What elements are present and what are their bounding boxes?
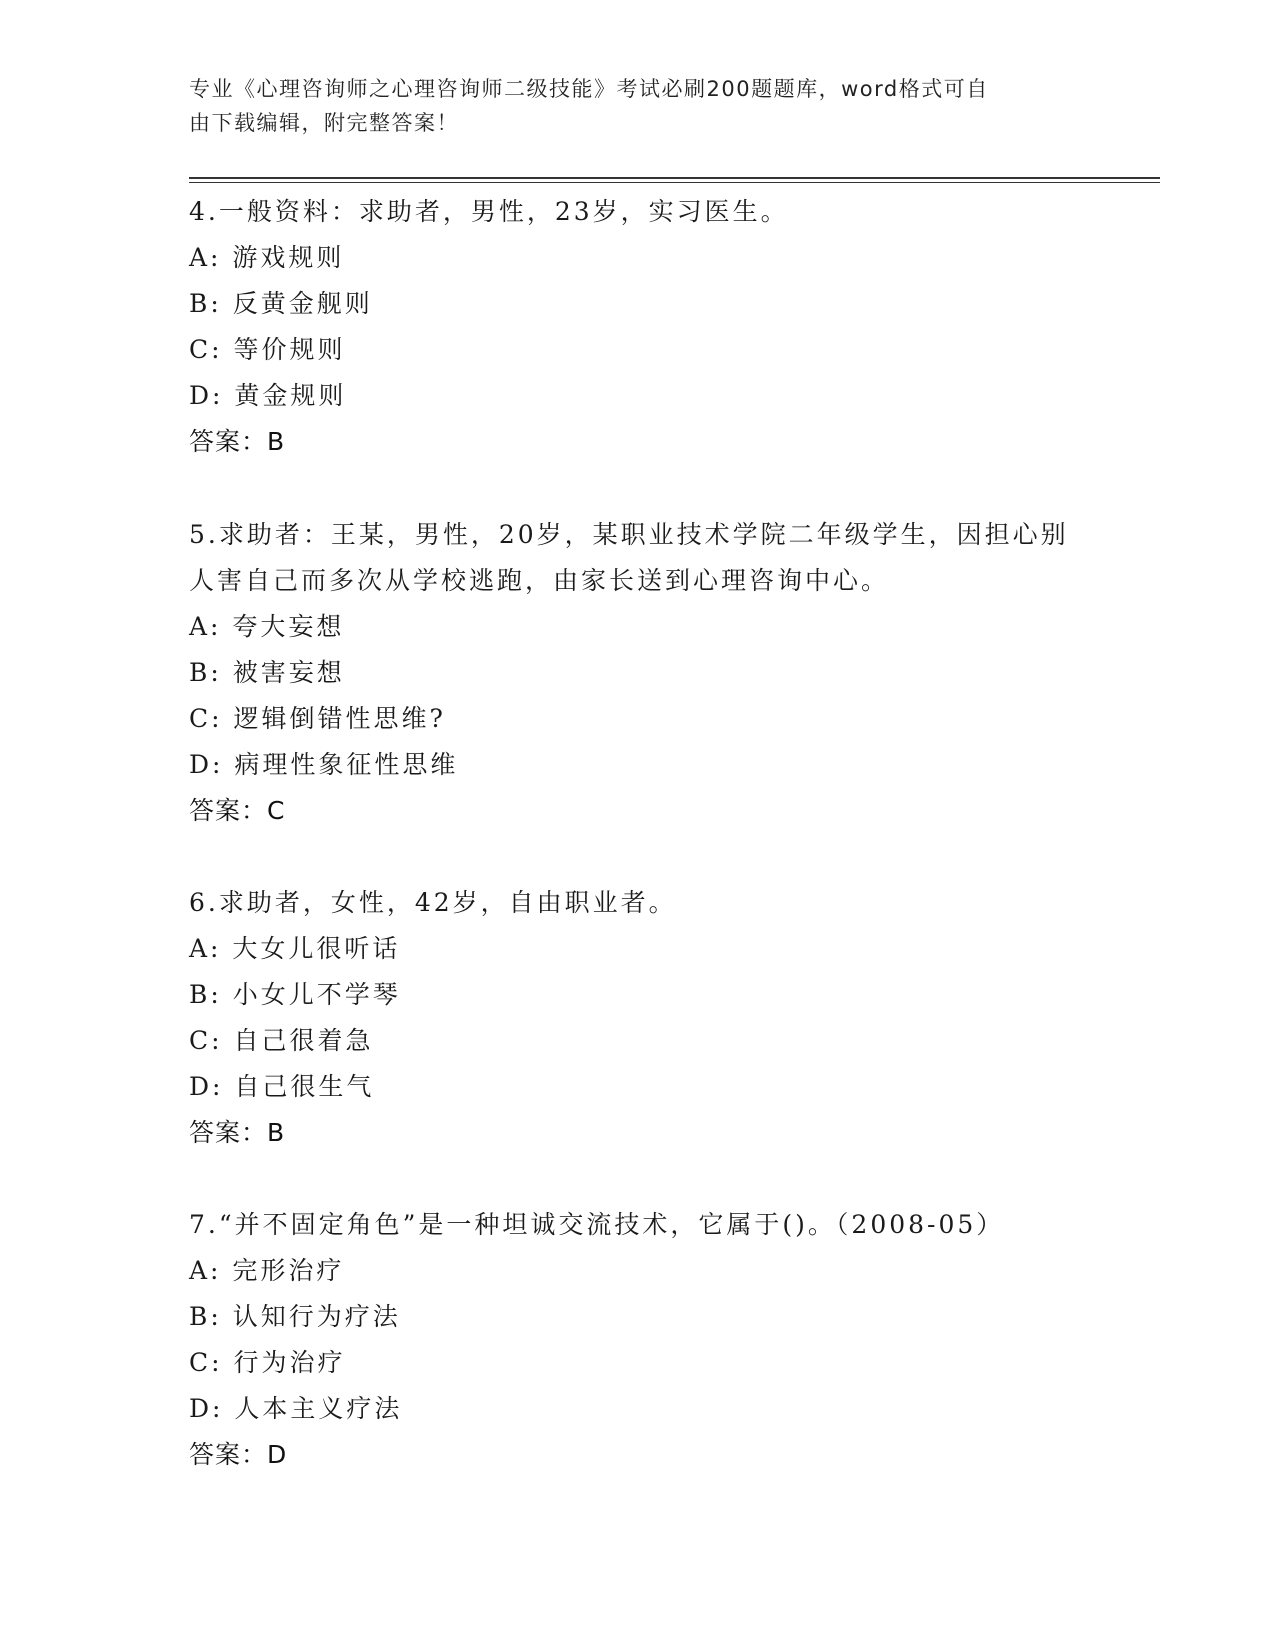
- answer-line: 答案：B: [189, 1118, 286, 1147]
- question-6: [189, 880, 1089, 1156]
- question-4: [189, 189, 1089, 465]
- answer-line: 答案：B: [189, 427, 286, 456]
- option-b: B: 小女儿不学琴: [189, 980, 401, 1009]
- question-stem: 6.求助者，女性，42岁，自由职业者。: [189, 888, 677, 917]
- option-b: B: 反黄金舰则: [189, 289, 373, 318]
- option-d: D: 人本主义疗法: [189, 1394, 403, 1423]
- option-a: A: 夸大妄想: [189, 612, 345, 641]
- option-c: C: 行为治疗: [189, 1348, 346, 1377]
- option-c: C: 等价规则: [189, 335, 346, 364]
- header-line-2: 由下载编辑，附完整答案！: [189, 111, 459, 135]
- question-stem: 5.求助者：王某，男性，20岁，某职业技术学院二年级学生，因担心别人害自己而多次从学校逃跑，由家长送到心理咨询中心。: [189, 520, 1069, 595]
- option-d: D: 自己很生气: [189, 1072, 375, 1101]
- question-stem: 4.一般资料：求助者，男性，23岁，实习医生。: [189, 197, 789, 226]
- question-stem: 7.“并不固定角色”是一种坦诚交流技术，它属于()。（2008-05）: [189, 1210, 1005, 1239]
- header-divider-thin: [189, 182, 1160, 183]
- option-a: A: 大女儿很听话: [189, 934, 401, 963]
- option-c: C: 逻辑倒错性思维?: [189, 704, 446, 733]
- header-divider-thick: [189, 177, 1160, 179]
- option-c: C: 自己很着急: [189, 1026, 374, 1055]
- question-5: [189, 512, 1089, 834]
- option-d: D: 黄金规则: [189, 381, 347, 410]
- header-line-1: 专业《心理咨询师之心理咨询师二级技能》考试必刷200题题库，word格式可自: [189, 77, 989, 101]
- option-a: A: 游戏规则: [189, 243, 345, 272]
- document-header: [189, 72, 1069, 140]
- question-7: [189, 1202, 1089, 1478]
- option-b: B: 被害妄想: [189, 658, 345, 687]
- answer-line: 答案：D: [189, 1440, 288, 1469]
- answer-line: 答案：C: [189, 796, 286, 825]
- option-d: D: 病理性象征性思维: [189, 750, 459, 779]
- option-a: A: 完形治疗: [189, 1256, 345, 1285]
- option-b: B: 认知行为疗法: [189, 1302, 401, 1331]
